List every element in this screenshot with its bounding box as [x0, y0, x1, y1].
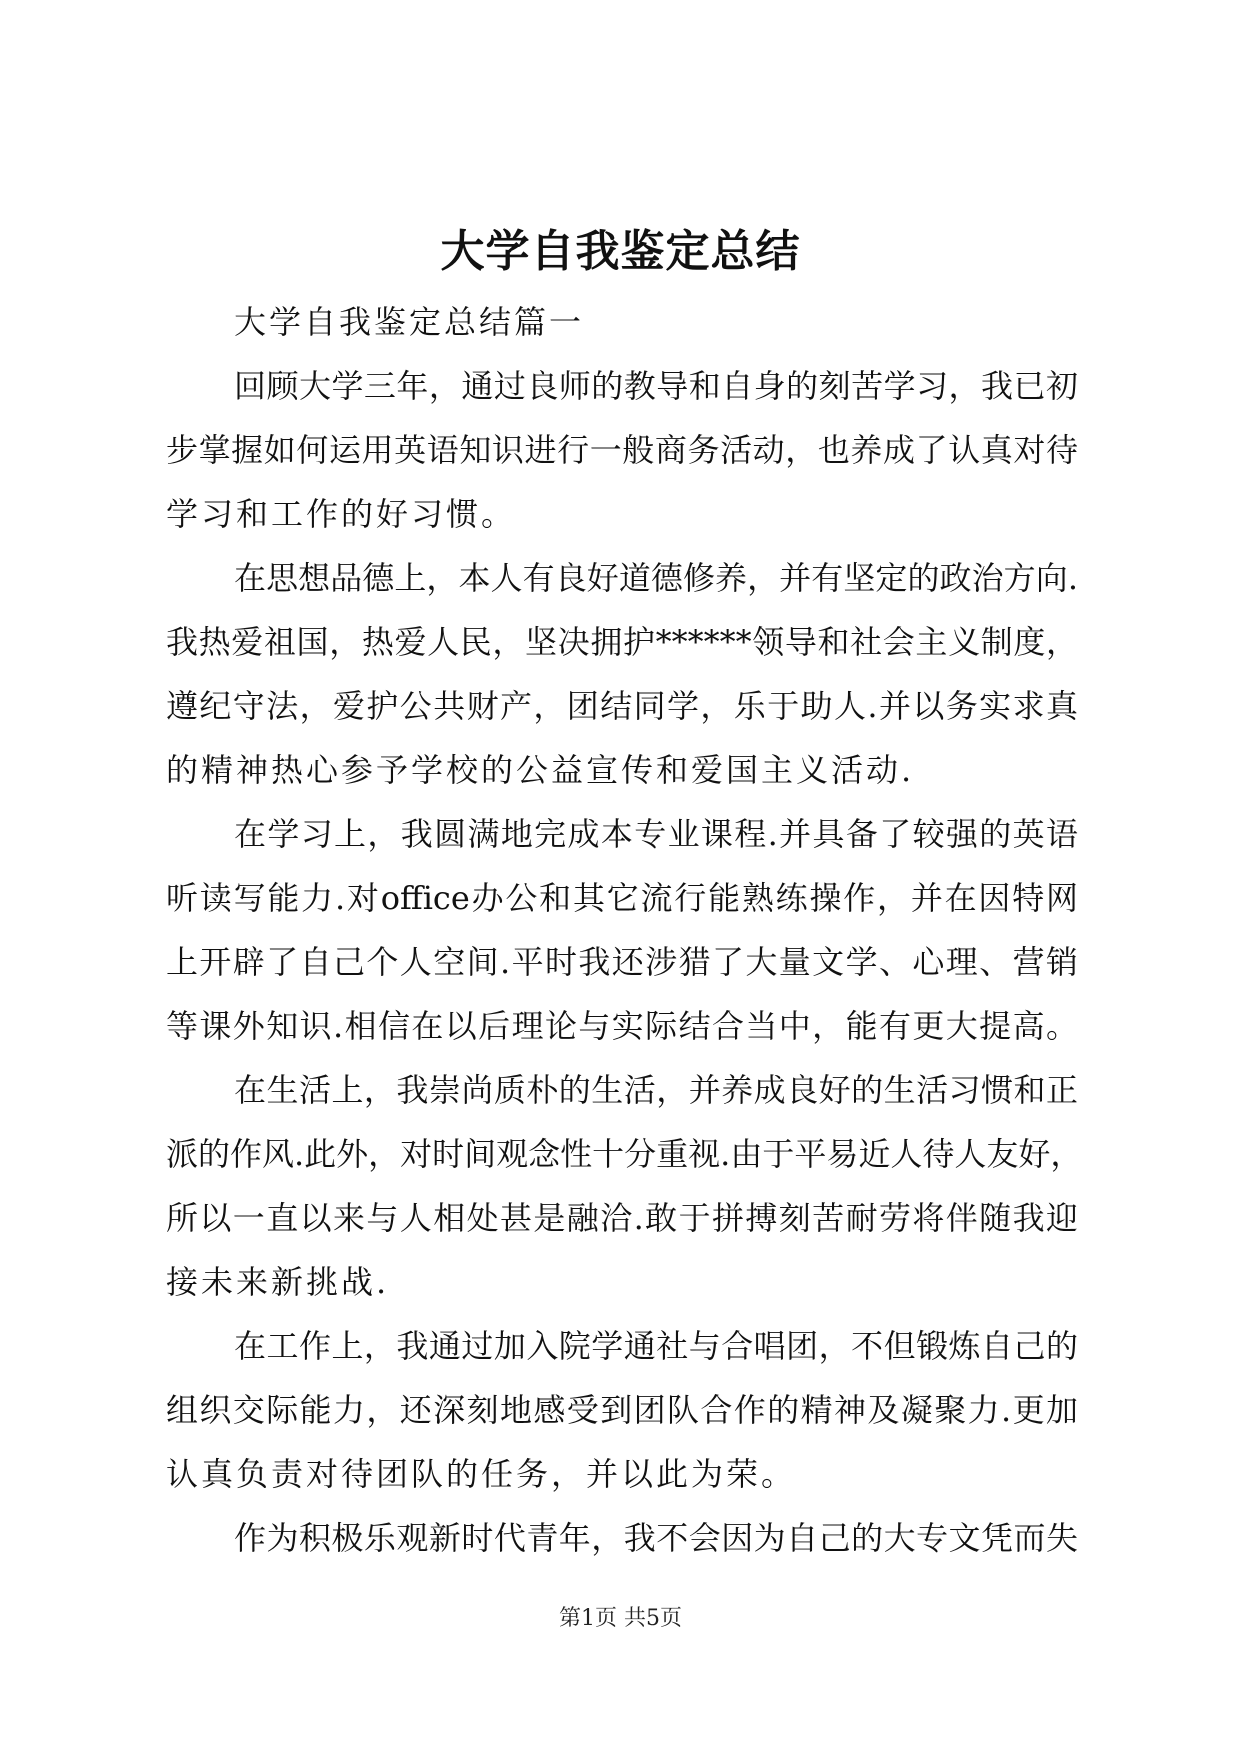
paragraph-line: 上开辟了自己个人空间.平时我还涉猎了大量文学、心理、营销 [166, 943, 1078, 981]
section-heading: 大学自我鉴定总结篇一 [234, 303, 585, 341]
document-title: 大学自我鉴定总结 [440, 226, 801, 277]
paragraph-line: 在生活上，我崇尚质朴的生活，并养成良好的生活习惯和正 [234, 1071, 1078, 1109]
paragraph-line: 步掌握如何运用英语知识进行一般商务活动，也养成了认真对待 [166, 431, 1078, 469]
paragraph-line: 在思想品德上，本人有良好道德修养，并有坚定的政治方向. [234, 559, 1078, 597]
document-body [166, 290, 1083, 1570]
paragraph-line: 所以一直以来与人相处甚是融洽.敢于拼搏刻苦耐劳将伴随我迎 [166, 1199, 1078, 1237]
paragraph-line: 听读写能力.对office办公和其它流行能熟练操作，并在因特网 [166, 879, 1078, 917]
paragraph-line: 派的作风.此外，对时间观念性十分重视.由于平易近人待人友好， [166, 1135, 1083, 1173]
paragraph-line: 在工作上，我通过加入院学通社与合唱团，不但锻炼自己的 [234, 1327, 1078, 1365]
paragraph-line: 遵纪守法，爱护公共财产，团结同学，乐于助人.并以务实求真 [166, 687, 1078, 725]
paragraph-line: 接未来新挑战. [166, 1263, 390, 1301]
paragraph-line: 等课外知识.相信在以后理论与实际结合当中，能有更大提高。 [166, 1007, 1078, 1045]
paragraph-line: 作为积极乐观新时代青年，我不会因为自己的大专文凭而失 [234, 1519, 1078, 1557]
paragraph-line: 我热爱祖国，热爱人民，坚决拥护******领导和社会主义制度， [166, 623, 1078, 661]
paragraph-line: 在学习上，我圆满地完成本专业课程.并具备了较强的英语 [234, 815, 1078, 853]
paragraph-line: 的精神热心参予学校的公益宣传和爱国主义活动. [166, 751, 915, 789]
paragraph-line: 认真负责对待团队的任务，并以此为荣。 [166, 1455, 797, 1493]
paragraph-line: 学习和工作的好习惯。 [166, 495, 517, 533]
paragraph-line: 回顾大学三年，通过良师的教导和自身的刻苦学习，我已初 [234, 367, 1078, 405]
page-number-footer: 第1页 共5页 [559, 1606, 682, 1631]
paragraph-line: 组织交际能力，还深刻地感受到团队合作的精神及凝聚力.更加 [166, 1391, 1078, 1429]
